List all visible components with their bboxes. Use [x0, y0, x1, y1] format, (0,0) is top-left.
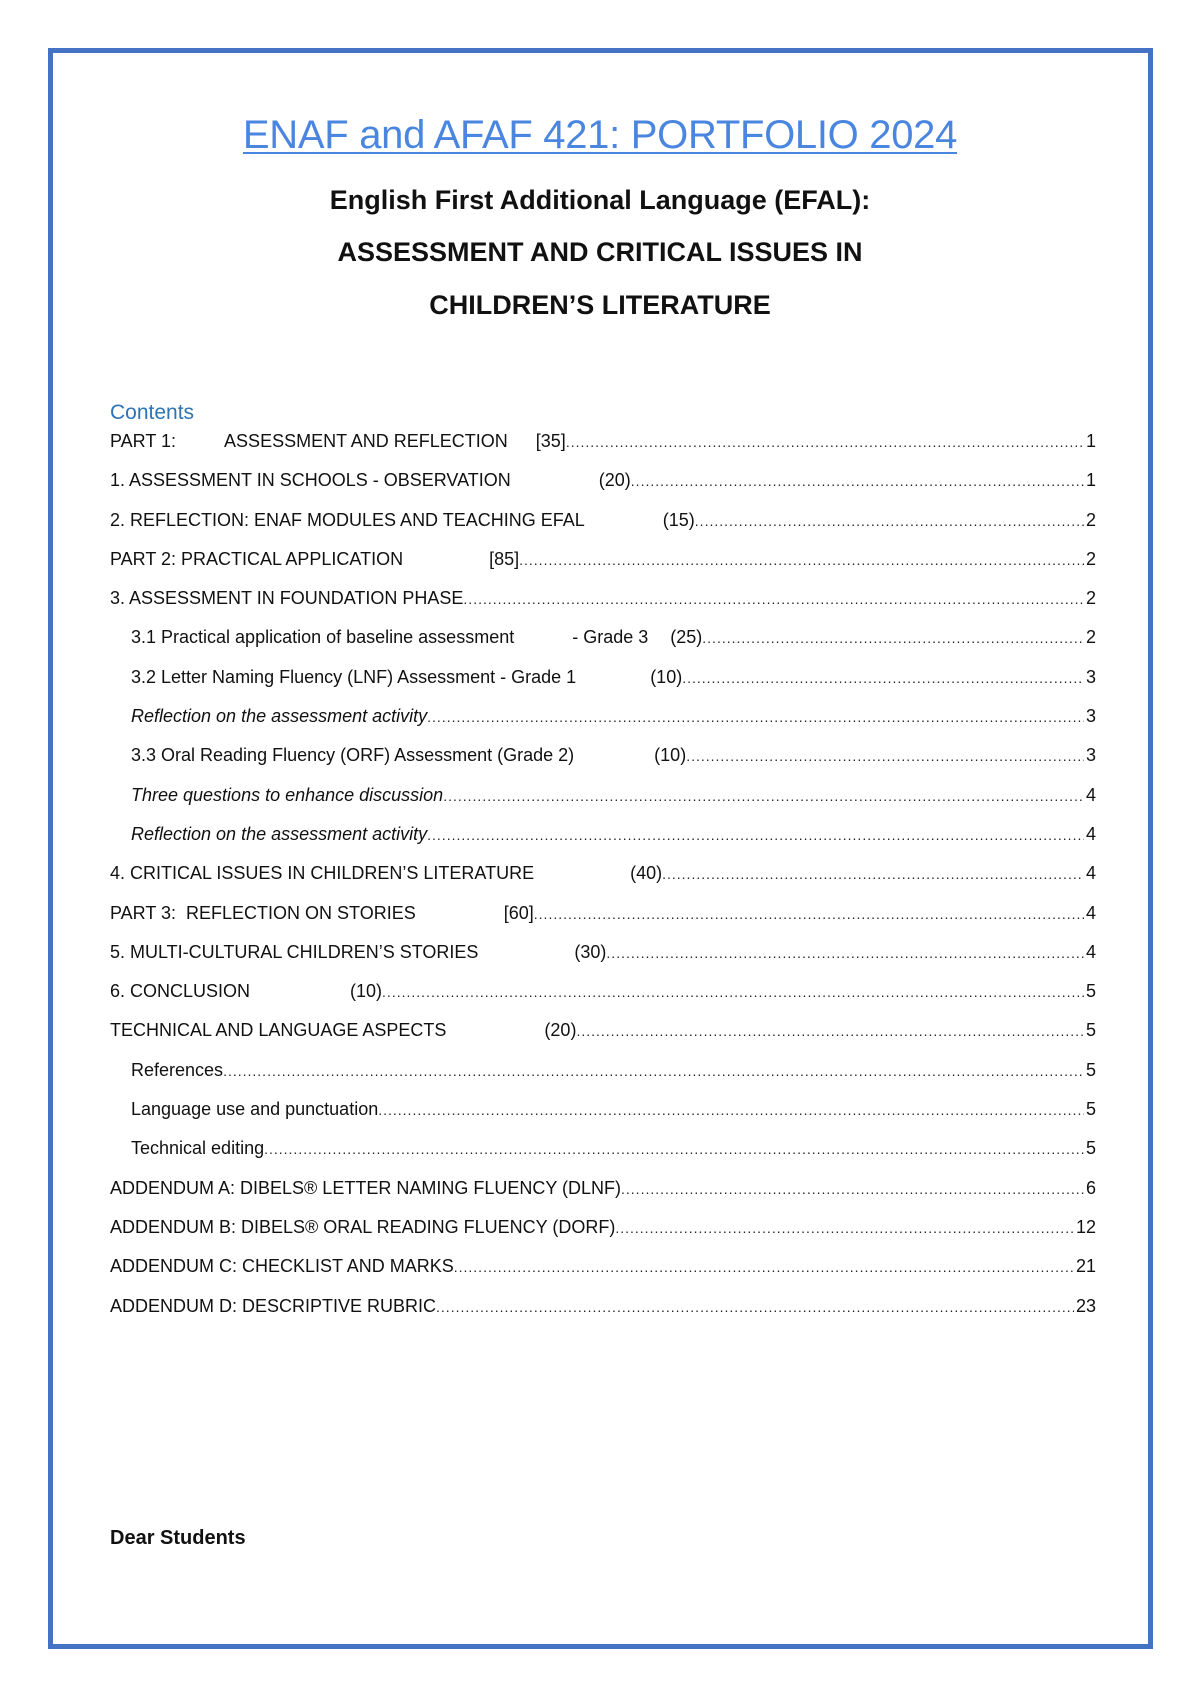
toc-entry-label: 6. CONCLUSION	[110, 981, 251, 1002]
toc-entry-label: PART 1:	[110, 431, 177, 451]
toc-leader-dots	[621, 1178, 1084, 1200]
toc-entry-page-number: 21	[1075, 1256, 1096, 1277]
document-title: ENAF and AFAF 421: PORTFOLIO 2024	[242, 113, 958, 157]
toc-entry-label: Technical editing	[131, 1138, 265, 1159]
toc-entry-label: Three questions to enhance discussion	[131, 784, 444, 805]
toc-entry-label: Reflection on the assessment activity	[131, 706, 428, 727]
toc-entry-marks: (10)	[650, 666, 683, 687]
toc-entry-label: 4. CRITICAL ISSUES IN CHILDREN’S LITERATURE	[110, 863, 535, 884]
toc-entry-marks: (10)	[350, 981, 383, 1002]
toc-entry[interactable]	[110, 588, 1096, 627]
toc-entry-page-number: 3	[1085, 745, 1096, 766]
toc-entry[interactable]	[110, 549, 1096, 588]
toc-leader-dots	[702, 627, 1084, 649]
toc-entry-label: 2. REFLECTION: ENAF MODULES AND TEACHING EFAL	[110, 509, 585, 530]
toc-leader-dots	[454, 1256, 1074, 1278]
toc-entry[interactable]	[110, 470, 1096, 509]
toc-entry[interactable]	[110, 1138, 1096, 1177]
toc-entry-label: 3.2 Letter Naming Fluency (LNF) Assessment - Grade 1	[131, 666, 577, 687]
toc-entry-marks: (30)	[574, 941, 607, 962]
toc-entry-marks: (25)	[670, 627, 703, 648]
toc-entry-page-number: 2	[1085, 588, 1096, 609]
toc-leader-dots	[382, 981, 1084, 1003]
toc-entry-page-number: 4	[1085, 941, 1096, 962]
toc-entry-marks: (15)	[662, 509, 695, 530]
toc-entry-page-number: 5	[1085, 1020, 1096, 1041]
toc-entry-page-number: 6	[1085, 1177, 1096, 1198]
toc-entry-sublabel: ASSESSMENT AND REFLECTION	[224, 431, 508, 451]
toc-entry-marks: [35]	[535, 431, 566, 451]
toc-entry-marks: (20)	[544, 1020, 577, 1041]
toc-entry-label: 1. ASSESSMENT IN SCHOOLS - OBSERVATION	[110, 470, 511, 491]
toc-entry[interactable]	[110, 1060, 1096, 1099]
toc-leader-dots	[223, 1060, 1084, 1082]
toc-entry-page-number: 12	[1075, 1216, 1096, 1237]
toc-entry[interactable]	[110, 745, 1096, 784]
toc-entry[interactable]	[110, 510, 1096, 549]
toc-entry-sublabel: - Grade 3	[572, 627, 649, 648]
toc-leader-dots	[427, 824, 1084, 846]
toc-leader-dots	[662, 863, 1084, 885]
toc-entry-label: PART 2: PRACTICAL APPLICATION	[110, 548, 404, 569]
toc-entry-label: ADDENDUM C: CHECKLIST AND MARKS	[110, 1256, 454, 1277]
subtitle-line-3: CHILDREN’S LITERATURE	[429, 290, 771, 320]
greeting: Dear Students	[110, 1527, 246, 1549]
toc-entry-label: References	[131, 1059, 224, 1080]
toc-entry[interactable]	[110, 431, 1096, 470]
toc-entry[interactable]	[110, 942, 1096, 981]
toc-leader-dots	[695, 510, 1084, 532]
toc-entry-page-number: 2	[1085, 548, 1096, 569]
toc-entry[interactable]	[110, 1296, 1096, 1335]
toc-entry-page-number: 5	[1085, 1059, 1096, 1080]
toc-entry-page-number: 5	[1085, 981, 1096, 1002]
toc-entry-label: 3.3 Oral Reading Fluency (ORF) Assessment (Grade 2)	[131, 745, 575, 766]
toc-leader-dots	[576, 1020, 1084, 1042]
toc-entry-page-number: 1	[1085, 470, 1096, 491]
toc-entry-label: Language use and punctuation	[131, 1099, 379, 1120]
toc-leader-dots	[686, 745, 1084, 767]
toc-entry-label: 3.1 Practical application of baseline assessment	[131, 627, 515, 648]
subtitle-line-1: English First Additional Language (EFAL):	[329, 185, 871, 215]
toc-entry[interactable]	[110, 1020, 1096, 1059]
toc-entry-label: ADDENDUM D: DESCRIPTIVE RUBRIC	[110, 1295, 437, 1316]
table-of-contents	[110, 431, 1096, 1335]
toc-entry[interactable]	[110, 981, 1096, 1020]
toc-leader-dots	[427, 706, 1084, 728]
subtitle-line-2: ASSESSMENT AND CRITICAL ISSUES IN	[337, 237, 863, 267]
toc-entry[interactable]	[110, 627, 1096, 666]
toc-entry-label: Reflection on the assessment activity	[131, 823, 428, 844]
toc-entry-label: ADDENDUM B: DIBELS® ORAL READING FLUENCY (DORF)	[110, 1216, 616, 1237]
toc-leader-dots	[463, 588, 1084, 610]
toc-entry-page-number: 2	[1085, 627, 1096, 648]
toc-entry[interactable]	[110, 824, 1096, 863]
toc-entry-page-number: 23	[1075, 1295, 1096, 1316]
toc-entry[interactable]	[110, 903, 1096, 942]
toc-entry[interactable]	[110, 1099, 1096, 1138]
toc-entry-label: 5. MULTI-CULTURAL CHILDREN’S STORIES	[110, 941, 479, 962]
toc-leader-dots	[378, 1099, 1084, 1121]
toc-entry-marks: (10)	[654, 745, 687, 766]
toc-leader-dots	[615, 1217, 1074, 1239]
toc-entry-label: TECHNICAL AND LANGUAGE ASPECTS	[110, 1020, 447, 1041]
toc-entry-label: PART 3: REFLECTION ON STORIES	[110, 902, 416, 923]
toc-entry-page-number: 4	[1085, 784, 1096, 805]
toc-entry[interactable]	[110, 1256, 1096, 1295]
toc-entry-marks: (20)	[598, 470, 631, 491]
toc-leader-dots	[519, 549, 1084, 571]
toc-entry-marks: (40)	[630, 863, 663, 884]
toc-leader-dots	[566, 431, 1084, 453]
toc-entry-page-number: 4	[1085, 823, 1096, 844]
toc-entry-page-number: 1	[1085, 431, 1096, 451]
toc-entry[interactable]	[110, 863, 1096, 902]
toc-leader-dots	[682, 667, 1084, 689]
toc-entry[interactable]	[110, 667, 1096, 706]
toc-entry[interactable]	[110, 706, 1096, 745]
toc-leader-dots	[631, 470, 1084, 492]
toc-leader-dots	[264, 1138, 1084, 1160]
toc-entry-marks: [85]	[489, 548, 520, 569]
toc-entry-label: 3. ASSESSMENT IN FOUNDATION PHASE	[110, 588, 464, 609]
toc-entry-page-number: 2	[1085, 509, 1096, 530]
toc-leader-dots	[443, 785, 1084, 807]
toc-entry[interactable]	[110, 1217, 1096, 1256]
contents-heading: Contents	[110, 401, 195, 424]
toc-entry-page-number: 4	[1085, 863, 1096, 884]
toc-entry[interactable]	[110, 785, 1096, 824]
toc-entry-page-number: 5	[1085, 1099, 1096, 1120]
toc-entry-page-number: 5	[1085, 1138, 1096, 1159]
toc-entry-page-number: 3	[1085, 706, 1096, 727]
toc-leader-dots	[606, 942, 1084, 964]
toc-entry-page-number: 3	[1085, 666, 1096, 687]
toc-entry[interactable]	[110, 1178, 1096, 1217]
toc-leader-dots	[436, 1296, 1074, 1318]
toc-entry-marks: [60]	[503, 902, 534, 923]
toc-leader-dots	[534, 903, 1084, 925]
toc-entry-label: ADDENDUM A: DIBELS® LETTER NAMING FLUENCY (DLNF)	[110, 1177, 622, 1198]
toc-entry-page-number: 4	[1085, 902, 1096, 923]
